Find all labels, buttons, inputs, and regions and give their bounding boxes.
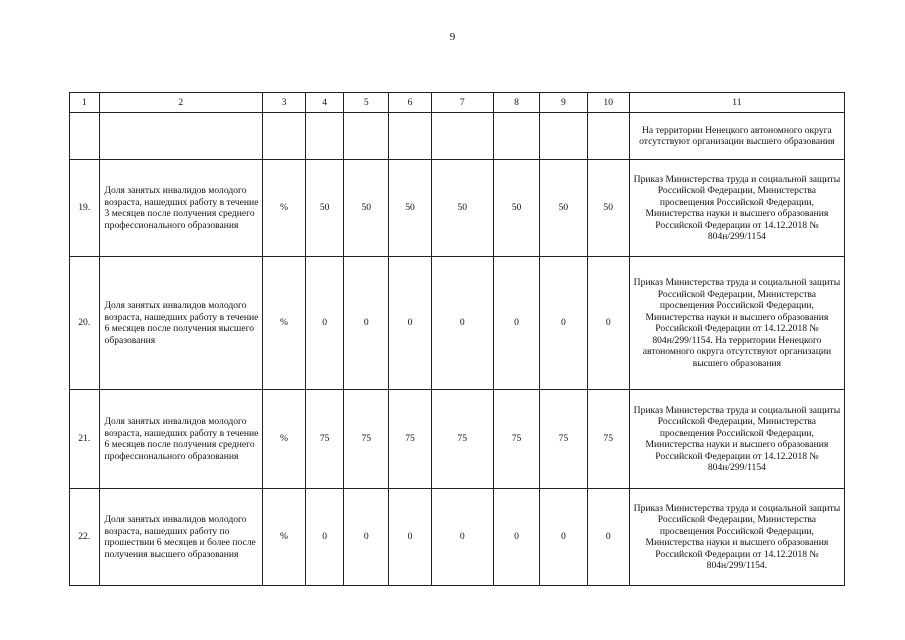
value-cell: 50 bbox=[587, 160, 629, 257]
value-cell: 0 bbox=[431, 489, 493, 586]
row-number: 19. bbox=[70, 160, 100, 257]
value-cell: 0 bbox=[344, 489, 389, 586]
value-cell: 75 bbox=[306, 390, 344, 489]
value-cell: 50 bbox=[306, 160, 344, 257]
value-cell: 75 bbox=[344, 390, 389, 489]
value-cell: 0 bbox=[587, 257, 629, 390]
value-cell: 75 bbox=[431, 390, 493, 489]
table-row bbox=[70, 390, 845, 489]
unit-cell bbox=[262, 113, 305, 160]
unit-cell: % bbox=[262, 257, 305, 390]
table-row bbox=[70, 113, 845, 160]
source-cell: Приказ Министерства труда и социальной защиты Российской Федерации, Министерства просвещения Российской Федерации, Министерства науки и высшего образования Российской Федерации от 14.12.2018 № 804н/299/1154. bbox=[629, 489, 844, 586]
value-cell bbox=[493, 113, 539, 160]
value-cell: 0 bbox=[431, 257, 493, 390]
value-cell: 75 bbox=[587, 390, 629, 489]
column-header: 8 bbox=[493, 93, 539, 113]
row-number bbox=[70, 113, 100, 160]
indicators-table bbox=[69, 92, 845, 586]
value-cell: 0 bbox=[540, 257, 587, 390]
value-cell: 0 bbox=[389, 257, 431, 390]
value-cell: 50 bbox=[389, 160, 431, 257]
value-cell bbox=[587, 113, 629, 160]
unit-cell: % bbox=[262, 390, 305, 489]
column-header: 4 bbox=[306, 93, 344, 113]
column-header: 10 bbox=[587, 93, 629, 113]
value-cell: 50 bbox=[344, 160, 389, 257]
value-cell bbox=[306, 113, 344, 160]
value-cell bbox=[389, 113, 431, 160]
value-cell: 50 bbox=[540, 160, 587, 257]
value-cell: 75 bbox=[540, 390, 587, 489]
value-cell: 75 bbox=[493, 390, 539, 489]
indicator-name: Доля занятых инвалидов молодого возраста, нашедших работу в течение 3 месяцев после получения среднего профессионального образования bbox=[99, 160, 262, 257]
value-cell: 0 bbox=[493, 257, 539, 390]
indicator-name: Доля занятых инвалидов молодого возраста, нашедших работу в течение 6 месяцев после получения среднего профессионального образования bbox=[99, 390, 262, 489]
column-header: 9 bbox=[540, 93, 587, 113]
value-cell: 0 bbox=[344, 257, 389, 390]
table-row bbox=[70, 257, 845, 390]
source-cell: На территории Ненецкого автономного округа отсутствуют организации высшего образования bbox=[629, 113, 844, 160]
column-header: 1 bbox=[70, 93, 100, 113]
source-cell: Приказ Министерства труда и социальной защиты Российской Федерации, Министерства просвещения Российской Федерации, Министерства науки и высшего образования Российской Федерации от 14.12.2018 № 804н/299/1154 bbox=[629, 160, 844, 257]
column-header: 7 bbox=[431, 93, 493, 113]
source-cell: Приказ Министерства труда и социальной защиты Российской Федерации, Министерства просвещения Российской Федерации, Министерства науки и высшего образования Российской Федерации от 14.12.2018 № 804н/299/1154 bbox=[629, 390, 844, 489]
row-number: 20. bbox=[70, 257, 100, 390]
indicator-name: Доля занятых инвалидов молодого возраста, нашедших работу по прошествии 6 месяцев и более после получения высшего образования bbox=[99, 489, 262, 586]
value-cell bbox=[540, 113, 587, 160]
page-number: 9 bbox=[449, 31, 456, 43]
unit-cell: % bbox=[262, 160, 305, 257]
column-header: 5 bbox=[344, 93, 389, 113]
value-cell: 0 bbox=[389, 489, 431, 586]
value-cell: 0 bbox=[493, 489, 539, 586]
column-header: 3 bbox=[262, 93, 305, 113]
value-cell bbox=[431, 113, 493, 160]
column-header: 11 bbox=[629, 93, 844, 113]
row-number: 22. bbox=[70, 489, 100, 586]
column-header: 6 bbox=[389, 93, 431, 113]
column-number-row bbox=[70, 93, 845, 113]
value-cell: 0 bbox=[540, 489, 587, 586]
table-row bbox=[70, 489, 845, 586]
value-cell: 50 bbox=[431, 160, 493, 257]
value-cell: 75 bbox=[389, 390, 431, 489]
value-cell: 0 bbox=[306, 257, 344, 390]
row-number: 21. bbox=[70, 390, 100, 489]
column-header: 2 bbox=[99, 93, 262, 113]
unit-cell: % bbox=[262, 489, 305, 586]
value-cell: 0 bbox=[587, 489, 629, 586]
source-cell: Приказ Министерства труда и социальной защиты Российской Федерации, Министерства просвещения Российской Федерации, Министерства науки и высшего образования Российской Федерации от 14.12.2018 № 804н/299/1154. На территории Ненецкого автономного округа отсутствуют организации высшего образования bbox=[629, 257, 844, 390]
indicator-name: Доля занятых инвалидов молодого возраста, нашедших работу в течение 6 месяцев после получения высшего образования bbox=[99, 257, 262, 390]
value-cell: 0 bbox=[306, 489, 344, 586]
indicator-name bbox=[99, 113, 262, 160]
table-row bbox=[70, 160, 845, 257]
value-cell: 50 bbox=[493, 160, 539, 257]
value-cell bbox=[344, 113, 389, 160]
